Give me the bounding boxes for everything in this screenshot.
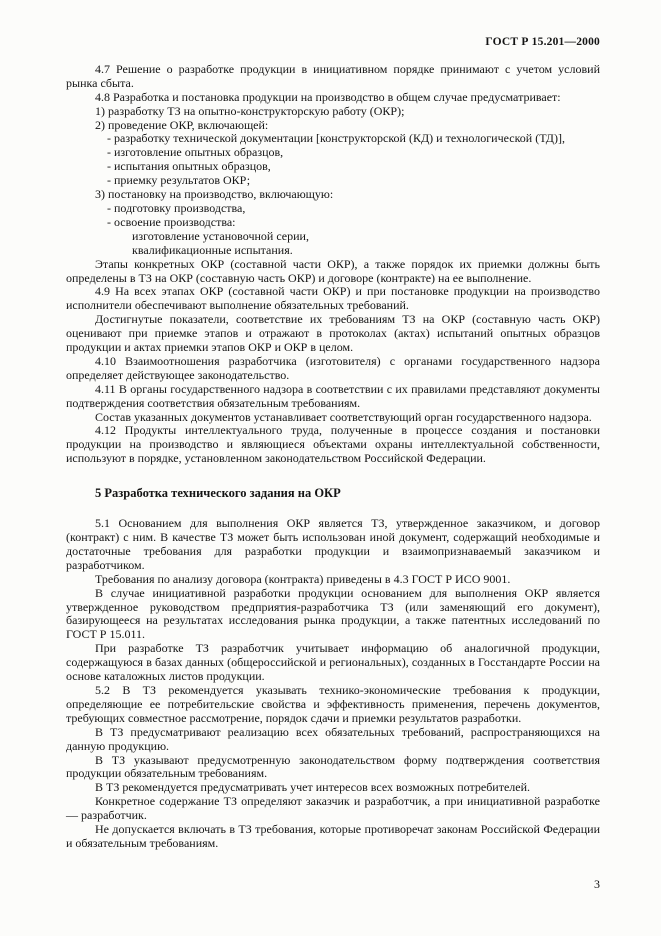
paragraph: 4.12 Продукты интеллектуального труда, полученные в процессе создания и постановки продукции на производство и являющиеся объектами охраны интеллектуальной собственности, используют в порядке, установленном законодательством Российской Федерации. (66, 423, 600, 466)
paragraph: При разработке ТЗ разработчик учитывает информацию об аналогичной продукции, содержащуюся в базах данных (общероссийской и региональных), созданных в Госстандарте России на основе каталожных листов продукции. (66, 641, 600, 684)
paragraph: 5.2 В ТЗ рекомендуется указывать технико-экономические требования к продукции, определяющие ее потребительские свойства и эффективность применения, перечень документов, требующих совместное рассмотрение, порядок сдачи и приемки результатов разработки. (66, 682, 600, 725)
paragraph: 1) разработку ТЗ на опытно-конструкторскую работу (ОКР); (95, 103, 405, 118)
paragraph: Достигнутые показатели, соответствие их требованиям ТЗ на ОКР (составную часть ОКР) оценивают при приемке этапов и отражают в протоколах (актах) испытаний опытных образцов продукции и актах приемки этапов ОКР и ОКР в целом. (66, 312, 600, 355)
paragraph: 4.7 Решение о разработке продукции в инициативном порядке принимают с учетом условий рынка сбыта. (66, 61, 600, 90)
paragraph: 3) постановку на производство, включающую: (95, 187, 334, 202)
doc-code-header: ГОСТ Р 15.201—2000 (485, 36, 600, 48)
paragraph: Требования по анализу договора (контракта) приведены в 4.3 ГОСТ Р ИСО 9001. (95, 571, 511, 586)
paragraph: - изготовление опытных образцов, (107, 145, 284, 160)
paragraph: - подготовку производства, (107, 200, 246, 215)
paragraph: Не допускается включать в ТЗ требования, которые противоречат законам Российской Федерации и обязательным требованиям. (66, 822, 600, 850)
paragraph: В ТЗ указывают предусмотренную законодательством форму подтверждения соответствия продукции обязательным требованиям. (66, 752, 600, 781)
paragraph: 5.1 Основанием для выполнения ОКР является ТЗ, утвержденное заказчиком, и договор (контракт) с ним. В качестве ТЗ может быть использован иной документ, содержащий необходимые и достаточные требования для разработки продукции и взаимопризнаваемый заказчиком и разработчиком. (66, 516, 600, 572)
section-heading: 5 Разработка технического задания на ОКР (95, 486, 341, 501)
paragraph: квалификационные испытания. (132, 242, 293, 257)
paragraph: - испытания опытных образцов, (107, 159, 271, 174)
paragraph: 4.11 В органы государственного надзора в соответствии с их правилами представляют документы подтверждения соответствия обязательным требованиям. (66, 381, 600, 410)
paragraph: - разработку технической документации [конструкторской (КД) и технологической (ТД)], (107, 131, 565, 146)
paragraph: - приемку результатов ОКР; (107, 173, 251, 188)
paragraph: 4.8 Разработка и постановка продукции на производство в общем случае предусматривает: (95, 89, 561, 104)
paragraph: Этапы конкретных ОКР (составной части ОКР), а также порядок их приемки должны быть определены в ТЗ на ОКР (составную часть ОКР) и договоре (контракте) на ее выполнение. (66, 256, 600, 285)
paragraph: Состав указанных документов устанавливает соответствующий орган государственного надзора. (95, 409, 592, 424)
document-body (66, 63, 600, 851)
paragraph: В ТЗ предусматривают реализацию всех обязательных требований, распространяющихся на данную продукцию. (66, 724, 600, 753)
paragraph: Конкретное содержание ТЗ определяют заказчик и разработчик, а при инициативной разработке — разработчик. (66, 794, 600, 823)
paragraph: В случае инициативной разработки продукции основанием для выполнения ОКР является утвержденное руководством предприятия-разработчика ТЗ (или заменяющий его документ), базирующееся на результатах исследования рынка продукции, а также патентных исследований по ГОСТ Р 15.011. (66, 585, 600, 642)
paragraph: изготовление установочной серии, (132, 228, 309, 243)
page-number: 3 (594, 877, 600, 892)
paragraph: - освоение производства: (107, 214, 236, 229)
paragraph: 4.9 На всех этапах ОКР (составной части ОКР) и при постановке продукции на производство исполнители обеспечивают выполнение обязательных требований. (66, 284, 600, 313)
paragraph: В ТЗ рекомендуется предусматривать учет интересов всех возможных потребителей. (95, 780, 531, 795)
paragraph: 4.10 Взаимоотношения разработчика (изготовителя) с органами государственного надзора определяет действующее законодательство. (66, 353, 600, 382)
paragraph: 2) проведение ОКР, включающей: (95, 117, 269, 132)
